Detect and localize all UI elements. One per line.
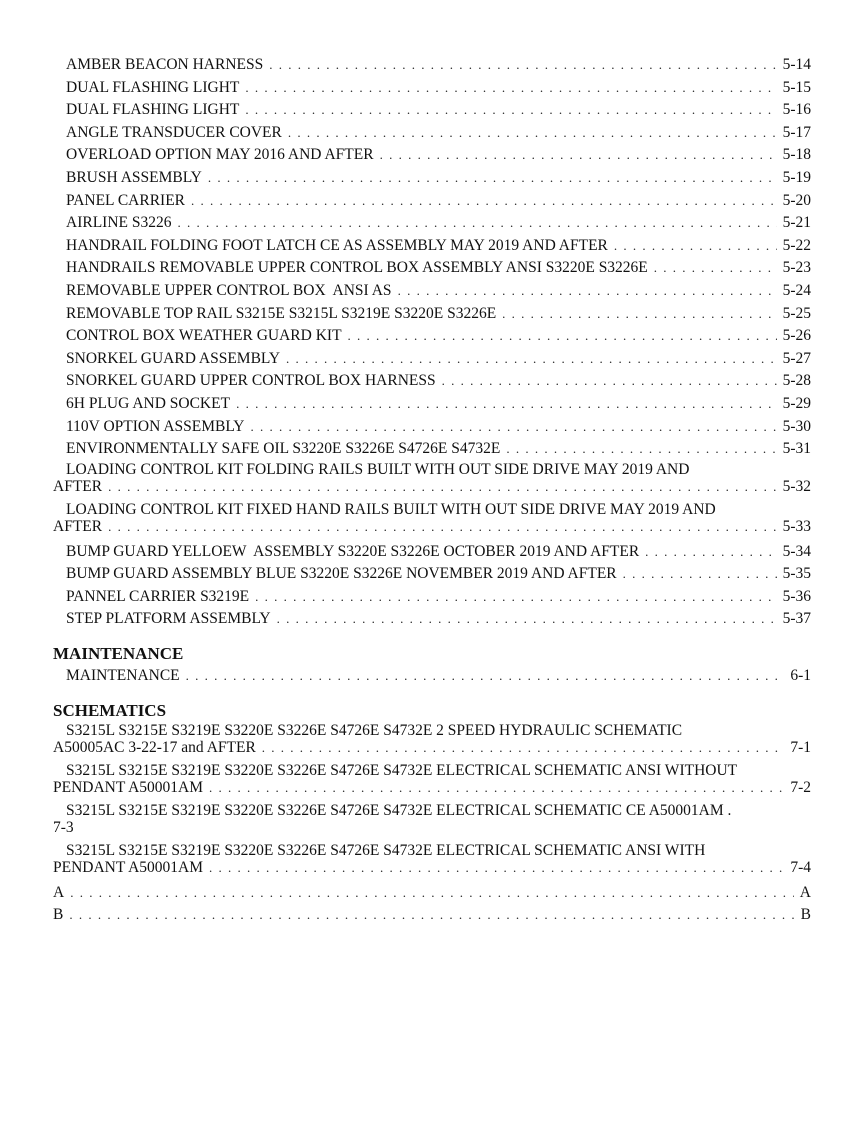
entry-page: B: [800, 906, 811, 924]
index-entry[interactable]: [53, 882, 811, 905]
schematic-entry[interactable]: [53, 842, 811, 876]
schematic-entry[interactable]: [53, 802, 811, 836]
toc-entry[interactable]: [53, 393, 811, 416]
toc-entry[interactable]: [53, 99, 811, 122]
toc-entry[interactable]: [53, 212, 811, 235]
dot-leader: [255, 586, 776, 609]
entry-title-line2: PENDANT A50001AM: [53, 858, 203, 876]
entry-title: BUMP GUARD ASSEMBLY BLUE S3220E S3226E NOVEMBER 2019 AND AFTER: [66, 565, 617, 583]
dot-leader: [245, 99, 776, 122]
entry-title-line1: S3215L S3215E S3219E S3220E S3226E S4726E S4732E ELECTRICAL SCHEMATIC ANSI WITHOUT: [66, 761, 738, 779]
dot-leader: [398, 280, 777, 303]
entry-page: 5-28: [782, 372, 811, 390]
toc-entry[interactable]: [53, 563, 811, 586]
entry-title-line2: PENDANT A50001AM: [53, 778, 203, 796]
entry-page: 5-31: [782, 440, 811, 458]
entry-title: PANEL CARRIER: [66, 191, 185, 209]
entry-title: AMBER BEACON HARNESS: [66, 56, 264, 73]
entry-page: 5-34: [782, 542, 811, 560]
toc-page: [53, 54, 811, 927]
toc-entry-wrapped[interactable]: [53, 501, 811, 535]
toc-entry[interactable]: [53, 303, 811, 326]
entry-page: 7-3: [53, 818, 74, 836]
entry-page: 5-21: [782, 214, 811, 232]
entry-page: 5-24: [782, 281, 811, 299]
entry-title-line2: AFTER: [53, 477, 103, 495]
schematic-entry[interactable]: [53, 722, 811, 756]
entry-title: ENVIRONMENTALLY SAFE OIL S3220E S3226E S4726E S4732E: [66, 440, 501, 458]
entry-title: 6H PLUG AND SOCKET: [66, 394, 231, 412]
entry-page: 7-2: [790, 778, 811, 796]
entry-page: 5-37: [782, 610, 811, 628]
entry-page: 5-26: [782, 327, 811, 345]
entry-page: 7-4: [790, 858, 811, 876]
toc-entry[interactable]: [53, 370, 811, 393]
entry-title: B: [53, 906, 64, 924]
toc-entry[interactable]: [53, 77, 811, 100]
entry-title: CONTROL BOX WEATHER GUARD KIT: [66, 327, 342, 345]
entry-title: STEP PLATFORM ASSEMBLY: [66, 610, 271, 628]
dot-leader: [380, 144, 777, 167]
toc-entry[interactable]: [53, 54, 811, 77]
entry-page: 6-1: [790, 667, 811, 685]
entry-page: 5-19: [782, 168, 811, 186]
toc-entry[interactable]: [53, 122, 811, 145]
dot-leader: [208, 167, 777, 190]
dot-leader: [645, 541, 776, 564]
entry-page: 5-14: [782, 56, 811, 73]
toc-entry[interactable]: [53, 348, 811, 371]
entry-title: MAINTENANCE: [66, 667, 180, 685]
entry-page: 5-20: [782, 191, 811, 209]
entry-page: 5-16: [782, 101, 811, 119]
entry-title: BRUSH ASSEMBLY: [66, 168, 202, 186]
entry-page: 5-15: [782, 78, 811, 96]
dot-leader: [70, 882, 794, 905]
dot-leader: [614, 235, 777, 258]
toc-entry[interactable]: [53, 541, 811, 564]
entry-page: 5-35: [782, 565, 811, 583]
dot-leader: [186, 665, 785, 688]
dot-leader: [506, 438, 776, 461]
dot-leader: [442, 370, 777, 393]
entry-title: SNORKEL GUARD ASSEMBLY: [66, 349, 281, 367]
toc-entry[interactable]: [53, 608, 811, 631]
dot-leader: [286, 348, 777, 371]
entry-title-line1: LOADING CONTROL KIT FOLDING RAILS BUILT WITH OUT SIDE DRIVE MAY 2019 AND: [66, 460, 690, 478]
entry-title-line1: S3215L S3215E S3219E S3220E S3226E S4726E S4732E ELECTRICAL SCHEMATIC CE A50001AM .: [66, 801, 732, 819]
dot-leader: [250, 416, 776, 439]
entry-page: 5-27: [782, 349, 811, 367]
dot-leader: [288, 122, 777, 145]
dot-leader: [108, 518, 776, 535]
dot-leader: [108, 478, 776, 495]
dot-leader: [191, 190, 777, 213]
entry-page: 5-25: [782, 304, 811, 322]
entry-title: DUAL FLASHING LIGHT: [66, 101, 240, 119]
entry-page: 5-17: [782, 123, 811, 141]
toc-entry[interactable]: [53, 325, 811, 348]
entry-page: 5-30: [782, 417, 811, 435]
dot-leader: [623, 563, 777, 586]
entry-page: 5-23: [782, 259, 811, 277]
entry-title: 110V OPTION ASSEMBLY: [66, 417, 245, 435]
entry-page: 5-32: [782, 477, 811, 495]
dot-leader: [209, 859, 784, 876]
entry-title: PANNEL CARRIER S3219E: [66, 587, 250, 605]
toc-entry-wrapped[interactable]: [53, 461, 811, 495]
entry-title-line2: A50005AC 3-22-17 and AFTER: [53, 738, 256, 756]
entry-title: REMOVABLE UPPER CONTROL BOX ANSI AS: [66, 281, 392, 299]
toc-entry[interactable]: [53, 167, 811, 190]
dot-leader: [348, 325, 777, 348]
entry-title: A: [53, 883, 65, 901]
entry-title: SNORKEL GUARD UPPER CONTROL BOX HARNESS: [66, 372, 436, 390]
toc-entry[interactable]: [53, 416, 811, 439]
entry-title: BUMP GUARD YELLOEW ASSEMBLY S3220E S3226E OCTOBER 2019 AND AFTER: [66, 542, 640, 560]
entry-title: AIRLINE S3226: [66, 214, 172, 232]
index-entry[interactable]: [53, 904, 811, 927]
entry-title-line1: S3215L S3215E S3219E S3220E S3226E S4726E S4732E ELECTRICAL SCHEMATIC ANSI WITH: [66, 841, 706, 859]
section-heading-schematics: SCHEMATICS: [53, 700, 167, 720]
toc-entry[interactable]: [53, 235, 811, 258]
entry-page: 5-33: [782, 517, 811, 535]
dot-leader: [245, 77, 776, 100]
entry-title: DUAL FLASHING LIGHT: [66, 78, 240, 96]
toc-entry[interactable]: [53, 280, 811, 303]
dot-leader: [236, 393, 777, 416]
entry-title-line2: AFTER: [53, 517, 103, 535]
dot-leader: [262, 739, 785, 756]
entry-title: HANDRAILS REMOVABLE UPPER CONTROL BOX ASSEMBLY ANSI S3220E S3226E: [66, 259, 648, 277]
toc-entry[interactable]: [53, 190, 811, 213]
toc-entry[interactable]: [53, 665, 811, 688]
toc-entry[interactable]: [53, 586, 811, 609]
schematic-entry[interactable]: [53, 762, 811, 796]
dot-leader: [209, 779, 784, 796]
toc-entry[interactable]: [53, 438, 811, 461]
dot-leader: [502, 303, 776, 326]
toc-entry[interactable]: [53, 257, 811, 280]
entry-page: 5-36: [782, 587, 811, 605]
dot-leader: [277, 608, 777, 631]
entry-title-line1: S3215L S3215E S3219E S3220E S3226E S4726E S4732E 2 SPEED HYDRAULIC SCHEMATIC: [66, 721, 683, 739]
entry-page: 5-22: [782, 236, 811, 254]
entry-page: A: [799, 883, 811, 901]
dot-leader: [177, 212, 776, 235]
toc-section-5: [53, 54, 811, 631]
entry-title: OVERLOAD OPTION MAY 2016 AND AFTER: [66, 146, 374, 164]
entry-page: 5-18: [782, 146, 811, 164]
entry-title: REMOVABLE TOP RAIL S3215E S3215L S3219E S3220E S3226E: [66, 304, 497, 322]
entry-title: HANDRAIL FOLDING FOOT LATCH CE AS ASSEMBLY MAY 2019 AND AFTER: [66, 236, 608, 254]
dot-leader: [654, 257, 777, 280]
entry-title: ANGLE TRANSDUCER COVER: [66, 123, 282, 141]
dot-leader: [269, 54, 776, 77]
entry-title-line1: LOADING CONTROL KIT FIXED HAND RAILS BUILT WITH OUT SIDE DRIVE MAY 2019 AND: [66, 500, 716, 518]
entry-title-text: S3215L S3215E S3219E S3220E S3226E S4726E S4732E ELECTRICAL SCHEMATIC CE A50001AM: [66, 801, 724, 819]
entry-page: 7-1: [790, 738, 811, 756]
section-heading-maintenance: MAINTENANCE: [53, 644, 184, 664]
dot-leader: [69, 904, 794, 927]
entry-page: 5-29: [782, 394, 811, 412]
toc-entry[interactable]: [53, 144, 811, 167]
